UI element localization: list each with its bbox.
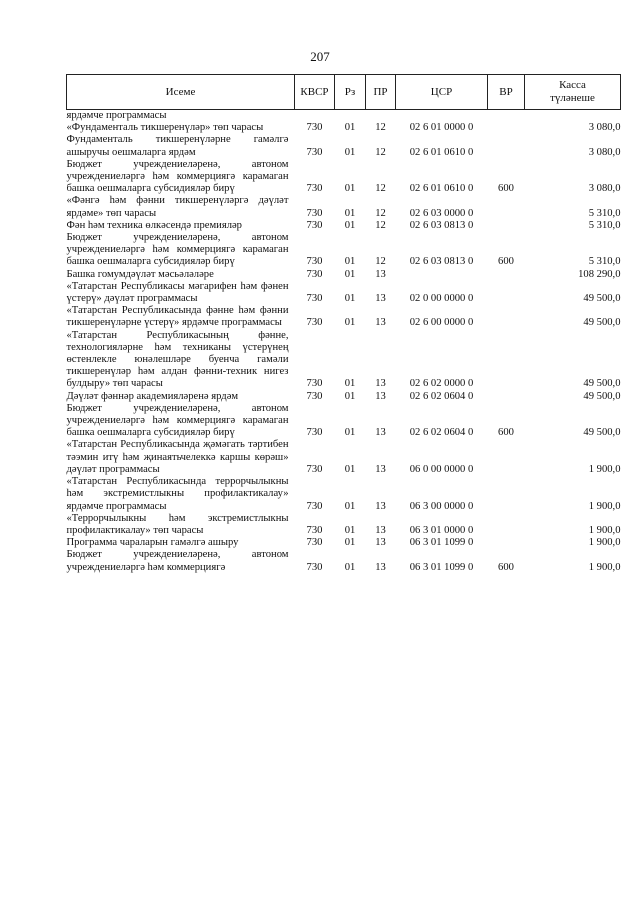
table-row	[67, 476, 621, 513]
row-rz: 01	[344, 317, 356, 329]
table-row	[67, 269, 621, 281]
header-vr: ВР	[488, 75, 525, 110]
row-vr: 600	[498, 256, 514, 268]
row-kvsr: 730	[306, 378, 323, 390]
row-name: «Татарстан Республикасының фәнне, технологияләрне һәм техниканы үстерүнең өстенлекле юнәлешләре буенча гамәли тикшеренүләр һәм алдан фәнни-техник нигез булдыру» төп чарасы	[66, 329, 289, 390]
row-rz: 01	[344, 207, 356, 219]
row-pr: 13	[375, 500, 386, 512]
row-csr: 02 6 03 0000 0	[409, 207, 474, 219]
row-kvsr: 730	[306, 390, 323, 402]
header-sum-line2: түләнеше	[550, 92, 595, 104]
row-name: «Татарстан Республикасында террорчылыкны һәм экстремистлыкны профилактикалау» ярдәмче программасы	[66, 476, 289, 512]
row-name: Бюджет учреждениеләренә, автоном учреждениеләргә һәм коммерциягә	[66, 549, 289, 573]
row-vr	[488, 391, 525, 403]
row-csr: 02 6 02 0604 0	[409, 427, 474, 439]
table-row	[67, 281, 621, 305]
table-row	[67, 122, 621, 134]
row-pr: 13	[375, 561, 386, 573]
row-kvsr: 730	[306, 500, 323, 512]
row-pr: 13	[375, 293, 386, 305]
header-sum	[525, 75, 621, 110]
row-kvsr: 730	[306, 537, 323, 549]
row-csr: 06 3 01 0000 0	[409, 524, 474, 536]
row-pr: 13	[375, 524, 386, 536]
row-csr: 02 6 03 0813 0	[409, 256, 474, 268]
row-sum: 49 500,0	[583, 317, 621, 329]
row-name: «Фундаменталь тикшеренүләр» төп чарасы	[66, 122, 264, 134]
row-pr: 12	[375, 256, 386, 268]
row-sum: 49 500,0	[583, 390, 621, 402]
table-row	[67, 391, 621, 403]
row-name: «Татарстан Республикасы мәгарифен һәм фәнен үстерү» дәүләт программасы	[66, 280, 289, 305]
row-rz: 01	[344, 378, 356, 390]
row-csr: 02 6 01 0610 0	[409, 146, 474, 158]
row-kvsr: 730	[306, 524, 323, 536]
table-row	[67, 439, 621, 476]
row-name: Программа чараларын гамәлгә ашыру	[66, 537, 239, 549]
row-name: ярдәмче программасы	[66, 110, 167, 121]
row-csr: 02 6 02 0000 0	[409, 378, 474, 390]
row-vr	[488, 330, 525, 391]
header-csr: ЦСР	[396, 75, 488, 110]
row-kvsr: 730	[306, 183, 323, 195]
row-rz: 01	[344, 219, 356, 231]
row-pr: 13	[375, 390, 386, 402]
row-vr	[488, 122, 525, 134]
row-sum: 49 500,0	[583, 427, 621, 439]
row-name: Бюджет учреждениеләренә, автоном учреждениеләргә һәм коммерциягә карамаган башка оешмаларга субсидияләр бирү	[66, 402, 289, 439]
row-pr: 12	[375, 183, 386, 195]
row-kvsr: 730	[306, 268, 323, 280]
row-pr: 13	[375, 537, 386, 549]
budget-table	[66, 74, 621, 574]
row-name: Фундаменталь тикшеренүләрне гамәлгә ашыручы оешмаларга ярдәм	[66, 134, 289, 158]
row-csr: 02 6 02 0604 0	[409, 390, 474, 402]
row-name: Дәүләт фәннәр академияләренә ярдәм	[66, 390, 239, 402]
row-sum: 3 080,0	[588, 183, 621, 195]
row-sum: 1 900,0	[588, 537, 621, 549]
row-sum: 5 310,0	[588, 256, 621, 268]
row-kvsr: 730	[306, 146, 323, 158]
table-row	[67, 159, 621, 196]
row-kvsr: 730	[306, 561, 323, 573]
row-pr: 13	[375, 378, 386, 390]
row-name: «Террорчылыкны һәм экстремистлыкны профилактикалау» төп чарасы	[66, 512, 289, 536]
row-csr: 02 6 01 0000 0	[409, 122, 474, 134]
row-vr	[488, 513, 525, 537]
row-vr	[488, 110, 525, 123]
row-rz: 01	[344, 256, 356, 268]
row-rz: 01	[344, 537, 356, 549]
row-vr	[488, 537, 525, 549]
row-rz: 01	[344, 463, 356, 475]
table-row	[67, 195, 621, 219]
row-vr	[488, 134, 525, 158]
row-name: «Татарстан Республикасында җәмәгать тәртибен тәэмин итү һәм җинаятьчелеккә каршы көрәш» дәүләт программасы	[66, 439, 289, 475]
row-vr	[488, 195, 525, 219]
row-name: «Татарстан Республикасында фәнне һәм фәнни тикшеренүләрне үстерү» ярдәмче программасы	[66, 305, 289, 329]
header-kvsr: КВСР	[295, 75, 335, 110]
row-vr	[488, 220, 525, 232]
header-pr: ПР	[366, 75, 396, 110]
row-rz: 01	[344, 524, 356, 536]
row-rz: 01	[344, 500, 356, 512]
row-csr: 06 3 01 1099 0	[409, 537, 474, 549]
row-pr: 12	[375, 122, 386, 134]
table-row	[67, 330, 621, 391]
header-rz: Рз	[335, 75, 366, 110]
row-vr: 600	[498, 183, 514, 195]
row-kvsr: 730	[306, 122, 323, 134]
row-name: Бюджет учреждениеләренә, автоном учреждениеләргә һәм коммерциягә карамаган башка оешмаларга субсидияләр бирү	[66, 158, 289, 195]
row-kvsr: 730	[306, 219, 323, 231]
row-kvsr	[295, 110, 335, 123]
row-vr: 600	[498, 561, 514, 573]
row-rz: 01	[344, 390, 356, 402]
row-kvsr: 730	[306, 256, 323, 268]
row-csr	[396, 269, 488, 281]
table-row	[67, 403, 621, 440]
row-pr: 13	[375, 463, 386, 475]
row-name: Бюджет учреждениеләренә, автоном учреждениеләргә һәм коммерциягә карамаган башка оешмаларга субсидияләр бирү	[66, 232, 289, 268]
row-rz: 01	[344, 122, 356, 134]
row-csr: 06 3 01 1099 0	[409, 561, 474, 573]
row-vr	[488, 281, 525, 305]
row-csr	[396, 110, 488, 123]
row-sum: 1 900,0	[588, 561, 621, 573]
row-csr: 02 6 00 0000 0	[409, 317, 474, 329]
row-pr: 12	[375, 146, 386, 158]
table-row	[67, 232, 621, 269]
row-sum: 1 900,0	[588, 524, 621, 536]
row-sum: 1 900,0	[588, 500, 621, 512]
row-sum	[525, 110, 621, 123]
table-row	[67, 220, 621, 232]
row-rz: 01	[344, 268, 356, 280]
row-sum: 108 290,0	[578, 268, 621, 280]
row-rz: 01	[344, 293, 356, 305]
table-row	[67, 549, 621, 573]
row-sum: 49 500,0	[583, 378, 621, 390]
table-row	[67, 537, 621, 549]
row-vr	[488, 476, 525, 513]
row-kvsr: 730	[306, 463, 323, 475]
row-sum: 5 310,0	[588, 207, 621, 219]
row-csr: 02 6 01 0610 0	[409, 183, 474, 195]
row-pr: 12	[375, 207, 386, 219]
row-rz: 01	[344, 183, 356, 195]
row-csr: 06 3 00 0000 0	[409, 500, 474, 512]
row-name: Башка гомумдәүләт мәсьәләләре	[66, 268, 214, 280]
row-name: Фән һәм техника өлкәсендә премияләр	[66, 219, 242, 231]
row-name: «Фәнгә һәм фәнни тикшеренүләргә дәүләт ярдәме» төп чарасы	[66, 195, 289, 219]
page-number: 207	[310, 49, 330, 64]
row-rz: 01	[344, 561, 356, 573]
row-pr: 13	[375, 268, 386, 280]
row-sum: 1 900,0	[588, 463, 621, 475]
row-kvsr: 730	[306, 427, 323, 439]
row-rz: 01	[344, 146, 356, 158]
row-pr: 13	[375, 317, 386, 329]
row-vr	[488, 269, 525, 281]
row-rz	[335, 110, 366, 123]
row-vr	[488, 305, 525, 329]
header-sum-line1: Касса	[559, 79, 586, 91]
row-csr: 02 0 00 0000 0	[409, 293, 474, 305]
row-kvsr: 730	[306, 293, 323, 305]
table-row	[67, 134, 621, 158]
row-vr	[488, 439, 525, 476]
row-vr: 600	[498, 427, 514, 439]
row-csr: 02 6 03 0813 0	[409, 219, 474, 231]
row-sum: 3 080,0	[588, 146, 621, 158]
row-kvsr: 730	[306, 317, 323, 329]
table-body	[67, 110, 621, 574]
row-pr	[366, 110, 396, 123]
row-sum: 5 310,0	[588, 219, 621, 231]
row-pr: 12	[375, 219, 386, 231]
row-rz: 01	[344, 427, 356, 439]
row-pr: 13	[375, 427, 386, 439]
table-row	[67, 513, 621, 537]
row-sum: 49 500,0	[583, 293, 621, 305]
row-csr: 06 0 00 0000 0	[409, 463, 474, 475]
table-row	[67, 110, 621, 123]
row-kvsr: 730	[306, 207, 323, 219]
header-name: Исеме	[67, 75, 295, 110]
table-header-row	[67, 75, 621, 110]
row-sum: 3 080,0	[588, 122, 621, 134]
table-row	[67, 305, 621, 329]
